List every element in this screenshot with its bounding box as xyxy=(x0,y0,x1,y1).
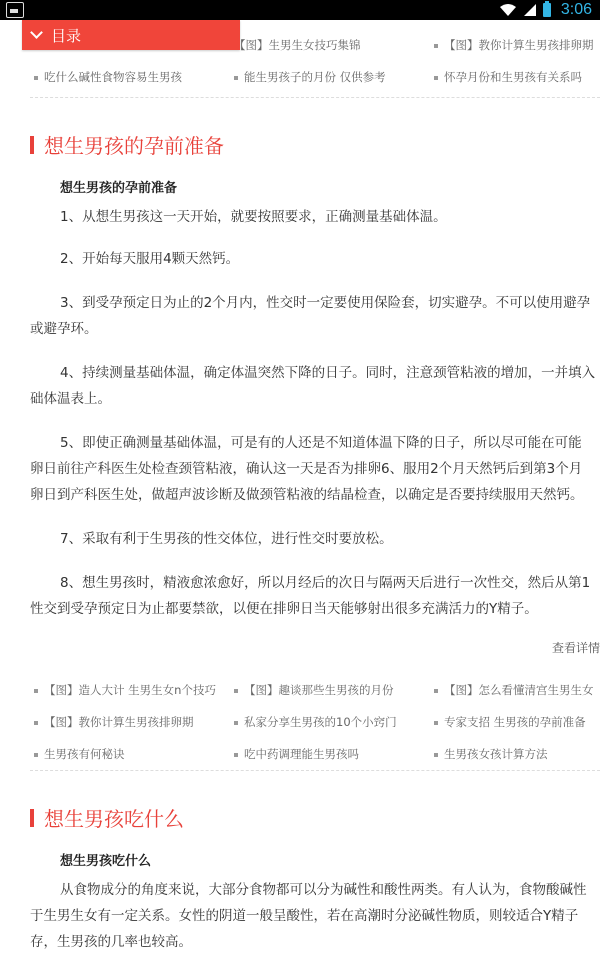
paragraph-line: 3、到受孕预定日为止的2个月内，性交时一定要使用保险套，切实避孕。不可以使用避孕 xyxy=(60,295,591,311)
bullet-icon xyxy=(34,76,38,80)
bullet-icon xyxy=(34,753,38,757)
section-marker xyxy=(30,136,34,154)
related-link[interactable]: 吃中药调理能生男孩吗 xyxy=(234,738,359,770)
link-row xyxy=(0,738,600,770)
paragraph-line: 卵日到产科医生处，做超声波诊断及做颈管粘液的结晶检查，以确定是否要持续服用天然钙。 xyxy=(30,487,584,503)
related-link[interactable]: 【图】怎么看懂清宫生男生女 xyxy=(434,674,594,706)
paragraph-line: 存，生男孩的几率也较高。 xyxy=(30,934,192,950)
top-related-links xyxy=(0,29,600,93)
related-link[interactable]: 【图】造人大计 生男生女n个技巧 xyxy=(34,674,216,706)
divider xyxy=(30,770,600,771)
toc-label: 目录 xyxy=(51,26,82,45)
bullet-icon xyxy=(234,689,238,693)
view-details-link[interactable]: 查看详情 xyxy=(551,641,600,655)
bullet-icon xyxy=(34,721,38,725)
section-subtitle: 想生男孩的孕前准备 xyxy=(60,181,178,196)
status-icons xyxy=(499,0,592,20)
paragraph-line: 7、采取有利于生男孩的性交体位，进行性交时要放松。 xyxy=(60,531,393,547)
paragraph-line: 卵日前往产科医生处检查颈管粘液，确认这一天是否为排卵6、服用2个月天然钙后到第3个月 xyxy=(30,461,583,477)
section-title-text: 想生男孩吃什么 xyxy=(44,807,184,831)
divider xyxy=(30,97,600,98)
related-link[interactable]: 【图】生男生女技巧集锦 xyxy=(234,38,361,52)
related-link[interactable]: 能生男孩子的月份 仅供参考 xyxy=(234,61,386,93)
paragraph-line: 于生男生女有一定关系。女性的阴道一般呈酸性，若在高潮时分泌碱性物质，则较适合Y精子 xyxy=(30,908,579,924)
paragraph-line: 或避孕环。 xyxy=(30,321,98,337)
related-link[interactable]: 【图】教你计算生男孩排卵期 xyxy=(34,706,194,738)
signal-icon xyxy=(523,3,537,17)
related-link[interactable]: 【图】趣谈那些生男孩的月份 xyxy=(234,674,394,706)
bullet-icon xyxy=(434,44,438,48)
section-subtitle: 想生男孩吃什么 xyxy=(60,854,152,869)
related-link[interactable]: 怀孕月份和生男孩有关系吗 xyxy=(434,61,582,93)
section-title xyxy=(30,803,184,832)
status-bar xyxy=(0,0,600,20)
paragraph-line: 4、持续测量基础体温，确定体温突然下降的日子。同时，注意颈管粘液的增加，一并填入 xyxy=(60,365,596,381)
bullet-icon xyxy=(234,721,238,725)
related-link[interactable]: 专家支招 生男孩的孕前准备 xyxy=(434,706,586,738)
bullet-icon xyxy=(234,753,238,757)
battery-icon xyxy=(543,3,551,17)
section-marker xyxy=(30,809,34,827)
paragraph-line: 性交到受孕预定日为止都要禁欲，以便在排卵日当天能够射出很多充满活力的Y精子。 xyxy=(30,601,538,617)
bullet-icon xyxy=(434,689,438,693)
link-row xyxy=(0,29,600,61)
related-link[interactable]: 生男孩有何秘诀 xyxy=(34,738,125,770)
link-row xyxy=(0,706,600,738)
related-link[interactable]: 生男孩女孩计算方法 xyxy=(434,738,548,770)
link-row xyxy=(0,61,600,93)
mid-related-links xyxy=(0,674,600,770)
bullet-icon xyxy=(434,721,438,725)
bullet-icon xyxy=(234,76,238,80)
section-title-text: 想生男孩的孕前准备 xyxy=(44,134,224,158)
related-link[interactable]: 吃什么碱性食物容易生男孩 xyxy=(34,61,182,93)
link-row xyxy=(0,674,600,706)
related-link[interactable]: 【图】教你计算生男孩排卵期 xyxy=(434,29,594,61)
image-notification-icon xyxy=(6,2,24,18)
paragraph-line: 5、即使正确测量基础体温，可是有的人还是不知道体温下降的日子，所以尽可能在可能 xyxy=(60,435,582,451)
wifi-icon xyxy=(499,3,517,17)
clock: 3:06 xyxy=(560,1,592,18)
paragraph-line: 8、想生男孩时，精液愈浓愈好，所以月经后的次日与隔两天后进行一次性交，然后从第1 xyxy=(60,575,591,591)
bullet-icon xyxy=(34,689,38,693)
paragraph-line: 从食物成分的角度来说，大部分食物都可以分为碱性和酸性两类。有人认为，食物酸碱性 xyxy=(60,882,587,898)
bullet-icon xyxy=(434,753,438,757)
related-link[interactable]: 私家分享生男孩的10个小窍门 xyxy=(234,706,397,738)
paragraph-line: 1、从想生男孩这一天开始，就要按照要求，正确测量基础体温。 xyxy=(60,209,447,225)
section-title xyxy=(30,130,224,159)
bullet-icon xyxy=(434,76,438,80)
paragraph-line: 2、开始每天服用4颗天然钙。 xyxy=(60,251,240,267)
paragraph-line: 础体温表上。 xyxy=(30,391,111,407)
